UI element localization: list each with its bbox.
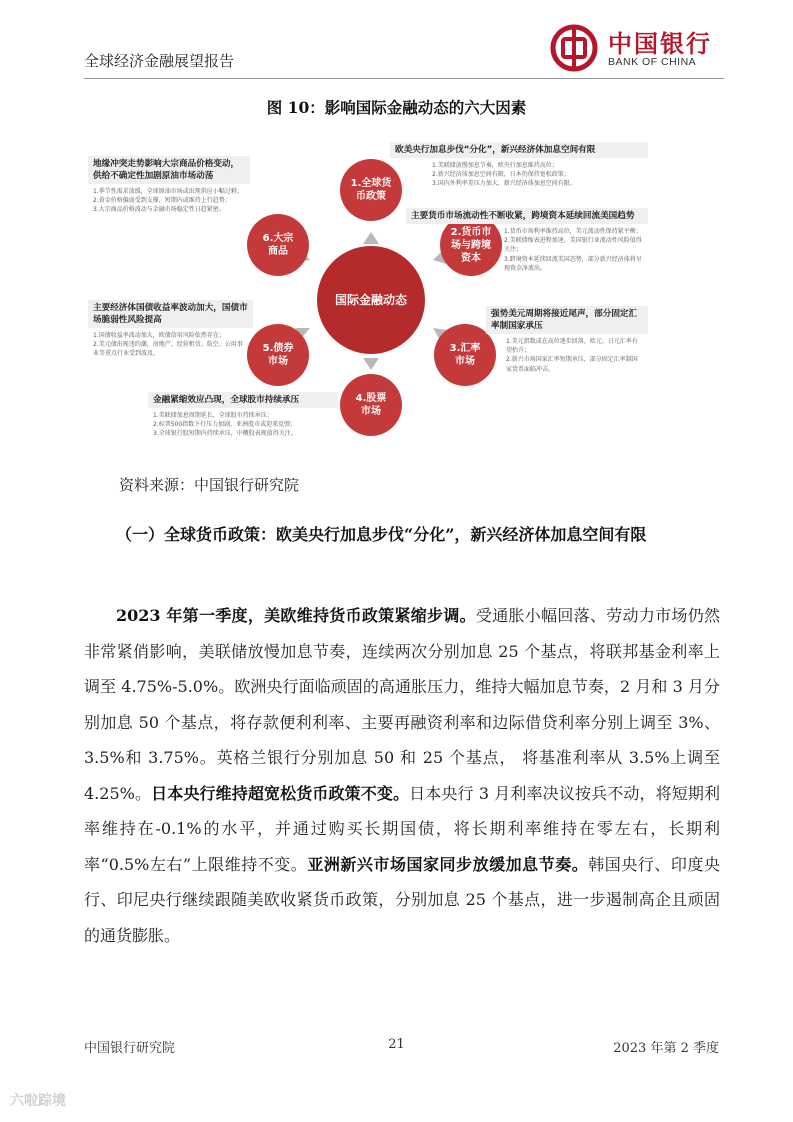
factor-box-1-body [390,158,648,192]
footer-institute: 中国银行研究院 [84,1041,176,1056]
factor-box-1-title: 欧美央行加息步伐“分化”，新兴经济体加息空间有限 [390,142,648,158]
factor-box-2 [406,208,648,276]
factor-box-4-title: 金融紧缩效应凸现，全球股市持续承压 [148,392,338,408]
factor-box-2-line: 3.跨境资本延续回流美国态势，部分新兴经济体将呈现资金净流出。 [504,255,642,272]
factor-box-2-line: 1.货币市场利率维持高位，美元流动性保持紧平衡； [504,228,642,235]
factor-box-1-line: 2.新兴经济体加息空间有限，日本仍保持宽松政策； [432,171,570,179]
factor-box-5 [88,300,253,362]
para-bold-2: 日本央行维持超宽松货币政策不变。 [151,783,410,803]
node-3-line-2: 市场 [455,356,475,367]
factor-box-1 [390,142,648,192]
page-number: 21 [388,1037,405,1052]
node-6-label [247,232,309,258]
factor-box-6-line: 2.黄金价格偏弱受到支撑，短期内或维持上行趋势； [93,197,231,205]
factor-box-2-line: 2.美联储缩表进程加速，美国银行业流动性风险值得关注； [504,237,642,254]
factor-box-6-line: 1.季节性需求放缓，全球原油市场或出现供应小幅过剩； [93,188,243,195]
node-5-line-2: 市场 [268,356,288,367]
header-divider [84,78,724,79]
factor-box-5-line: 1.国债收益率波动加大，欧债信用风险依然存在； [93,332,225,339]
six-factors-diagram [88,140,648,445]
watermark: 六啦踪境 [10,1093,66,1109]
node-4-label [340,392,402,418]
node-1-line-2: 币政策 [356,191,386,202]
bank-of-china-logo [548,22,718,74]
factor-box-4 [148,392,338,442]
factor-box-5-body [88,328,253,362]
factor-box-3-line: 2.新兴市场国家汇率短期承压，部分固定汇率制国家货币面临冲击。 [506,356,638,373]
report-title: 全球经济金融展望报告 [84,52,235,70]
factor-box-6-title: 地缘冲突走势影响大宗商品价格变动，供给不确定性加剧原油市场动荡 [88,156,250,184]
logo-text-cn: 中国银行 [608,29,712,58]
center-label: 国际金融动态 [334,293,407,307]
factor-box-6 [88,156,250,218]
factor-box-6-body [88,184,250,218]
factor-box-4-line: 1.美联储加息周期延长，全球股市持续承压； [153,412,273,419]
node-6-line-1: 6.大宗 [262,233,294,244]
factor-box-5-title: 主要经济体国债收益率波动加大，国债市场脆弱性风险提高 [88,300,253,328]
factor-box-5-line: 2.美元债出现违约潮，房地产、经营租赁、航空、公用事业等重点行业受到波及。 [93,341,243,358]
node-5-label [247,342,309,368]
body-paragraph [84,598,720,953]
factor-box-4-line: 2.标普500指数下行压力加剧，亚洲股市或迎来反弹； [153,421,297,429]
factor-box-4-line: 3.全球银行股短期内持续承压，中概股表现值得关注。 [153,430,297,438]
factor-box-3-body [486,334,648,377]
arrow-to-node-1 [363,232,379,244]
factor-box-1-line: 3.国内外利率差压力加大，新兴经济体加息空间有限。 [432,180,576,188]
factor-box-2-title: 主要货币市场流动性不断收紧，跨境资本延续回流美国趋势 [406,208,648,224]
node-6-line-2: 商品 [268,246,288,257]
para-text-2: 日本央行 3 月利率决议按兵不动，将短期利率维持在-0.1%的水平，并通过购买长期国债，将长期利率维持在零左右，长期利率“0.5%左右”上限维持不变。 [84,783,720,874]
para-bold-3: 亚洲新兴市场国家同步放缓加息节奏。 [307,854,589,874]
factor-box-1-line: 1.美联储放慢加息节奏，欧央行加息维持高位； [432,162,558,169]
node-2-line-3: 资本 [461,253,481,264]
footer-period: 2023 年第 2 季度 [613,1041,719,1056]
factor-box-4-body [148,408,338,442]
node-1-line-1: 1.全球货 [350,178,392,189]
arrow-to-node-4 [363,358,379,370]
factor-box-3 [486,306,648,377]
node-4-line-2: 市场 [361,406,381,417]
para-bold-1: 2023 年第一季度，美欧维持货币政策紧缩步调。 [116,606,476,625]
factor-box-6-line: 3.大宗商品价格波动与金融市场稳定性日趋紧密。 [93,206,225,214]
factor-box-3-line: 1.美元指数或在高位逐步回落，欧元、日元汇率有望抬升； [506,338,638,355]
node-5-line-1: 5.债券 [262,343,294,354]
bank-logo-icon [548,22,600,74]
node-4-line-1: 4.股票 [355,393,387,404]
para-text-1: 受通胀小幅回落、劳动力市场仍然非常紧俏影响，美联储放慢加息节奏，连续两次分别加息 25 个基点，将联邦基金利率上调至 4.75%-5.0%。欧洲央行面临顽固的高通胀压力，维持大幅加息节奏，2 月和 3 月分别加息 50 个基点，将存款便利利率、主要再融资利率和边际借贷利率分别上调至 3%、3.5%和 3.75%。英格兰银行分别加息 50 和 25 个基点， 将基准利率从 3.5%上调至 4.25%。 [84,606,720,803]
node-2-line-1: 2.货币市 [450,227,492,238]
para-text-3: 韩国央行、印度央行、印尼央行继续跟随美欧收紧货币政策，分别加息 25 个基点，进一步遏制高企且顽固的通货膨胀。 [84,854,720,945]
node-3-line-1: 3.汇率 [449,343,481,354]
factor-box-2-body [406,224,648,276]
logo-text-en: BANK OF CHINA [608,56,697,68]
figure-source: 资料来源：中国银行研究院 [119,476,300,494]
factor-box-3-title: 强势美元周期将接近尾声，部分固定汇率制国家承压 [486,306,648,334]
node-2-line-2: 场与跨境 [451,240,491,251]
figure-title: 图 10：影响国际金融动态的六大因素 [266,98,527,117]
section-heading: （一）全球货币政策：欧美央行加息步伐“分化”，新兴经济体加息空间有限 [116,525,647,544]
page-header [84,18,724,80]
